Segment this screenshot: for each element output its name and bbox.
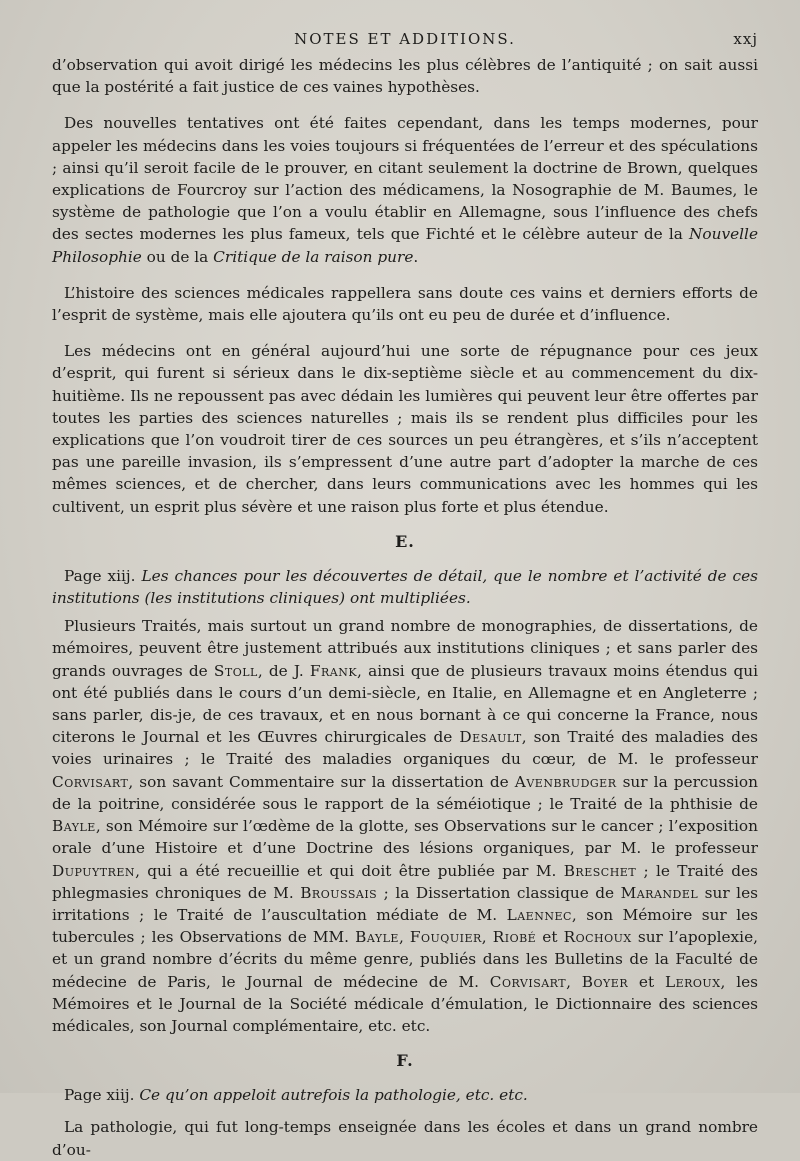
author-name: Dupuytren <box>52 861 136 880</box>
paragraph-modern-attempts: Des nouvelles tentatives ont été faites cependant, dans les temps modernes, pour appeler les médecins dans les voies toujours si fréquentées de l’erreur et des spéculations ; ainsi qu’il seroit facile de le prouver, en citant seulement la doctrine de Brown, quelques explications de Fourcroy sur l’action des médicamens, la Nosographie de M. Baumes, le système de pathologie que l’on a voulu établir en Allemagne, sous l’influence des chefs des sectes modernes les plus fameux, tels que Fichté et le célèbre auteur de la Nouvelle Philosophie ou de la Critique de la raison pure. <box>52 114 758 266</box>
section-e-body <box>52 615 758 1037</box>
text-segment: et <box>628 972 665 991</box>
text-segment: , son Mémoire sur l’œdème de la glotte, ses Observations sur le cancer ; l’exposition orale d’une Histoire et d’une Doctrine des lésions organiques, par M. le professeur <box>52 817 758 858</box>
title-nouvelle-philosophie: Nouvelle Philosophie <box>52 225 758 266</box>
running-head-title: NOTES ET ADDITIONS. <box>294 30 516 48</box>
text-segment: , <box>398 928 410 947</box>
text-segment: , les Mémoires et le Journal de la Société médicale d’émulation, le Dictionnaire des sciences médicales, son Journal complémentaire, etc. etc. <box>52 972 758 1035</box>
text-segment: , qui a été recueillie et qui doit être publiée par M. <box>135 861 564 880</box>
section-f-ref-title: Ce qu’on appeloit autrefois la pathologie, etc. etc. <box>139 1086 528 1105</box>
author-name: Breschet <box>563 861 637 880</box>
author-name: Corvisart <box>489 972 567 991</box>
author-name: Riobé <box>492 928 537 947</box>
text-segment: , son savant Commentaire sur la dissertation de <box>128 772 515 791</box>
section-e-ref-page: Page xiij. <box>64 566 136 585</box>
section-heading-e: E. <box>395 531 415 551</box>
text-segment: , son Traité des maladies des voies urinaires ; le Traité des maladies organiques du cœur, de M. le professeur <box>52 728 758 769</box>
section-f-reference <box>52 1084 758 1106</box>
author-name: Leroux <box>664 972 721 991</box>
text-segment: ; la Dissertation classique de <box>377 883 621 902</box>
author-name: Bayle <box>355 928 399 947</box>
text-segment: , ainsi que de plusieurs travaux moins étendus qui ont été publiés dans le cours d’un demi-siècle, en Italie, en Allemagne et en Angleterre ; sans parler, dis-je, de ces travaux, et en nous bornant à ce qui concerne la France, nous citerons le Journal et les Œuvres chirurgicales de <box>52 661 758 747</box>
text-segment: ; le Traité des phlegmasies chroniques de M. <box>52 861 758 902</box>
author-name: Frank <box>309 661 358 680</box>
author-name: Stoll <box>213 661 258 680</box>
running-head <box>52 30 758 52</box>
paragraph-history: L’histoire des sciences médicales rappellera sans doute ces vains et derniers efforts de l’esprit de système, mais elle ajoutera qu’ils ont eu peu de durée et d’influence. <box>52 283 758 325</box>
section-heading-f: F. <box>396 1051 414 1071</box>
paragraph-continuation: d’observation qui avoit dirigé les médecins les plus célèbres de l’antiquité ; on sait aussi que la postérité a fait justice de ces vaines hypothèses. <box>52 56 758 97</box>
text-segment: sur les irritations ; le Traité de l’auscultation médiate de M. <box>52 883 758 924</box>
text-segment: , <box>566 972 582 991</box>
author-name: Bayle <box>52 817 96 836</box>
section-f-ref-page: Page xiij. <box>64 1086 135 1105</box>
section-e-reference <box>52 565 758 609</box>
text-segment: , <box>481 928 493 947</box>
author-name: Corvisart <box>52 772 129 791</box>
text-segment: , son Mémoire sur les tubercules ; les Observations de MM. <box>52 905 758 947</box>
author-name: Fouquier <box>409 928 482 947</box>
author-name: Marandel <box>620 883 699 902</box>
author-name: Rochoux <box>563 928 632 947</box>
section-e-ref-title: Les chances pour les découvertes de détail, que le nombre et l’activité de ces institutions (les institutions cliniques) ont multipliées. <box>52 566 758 608</box>
text-segment: sur l’apoplexie, et un grand nombre d’écrits du même genre, publiés dans les Bulletins de la Faculté de médecine de Paris, le Journal de médecine de M. <box>52 928 758 991</box>
author-name: Avenbrudger <box>514 772 617 791</box>
author-name: Broussais <box>300 883 378 902</box>
section-f-body: La pathologie, qui fut long-temps enseignée dans les écoles et dans un grand nombre d’ou- <box>52 1118 758 1159</box>
author-name: Boyer <box>581 972 629 991</box>
text-segment: Plusieurs Traités, mais surtout un grand nombre de monographies, de dissertations, de mémoires, peuvent être justement attribués aux institutions cliniques ; et sans parler des grands ouvrages de <box>52 617 758 680</box>
author-name: Laennec <box>506 905 572 924</box>
title-critique-raison-pure: Critique de la raison pure <box>213 247 414 266</box>
page-number: xxj <box>733 30 758 48</box>
text-segment: sur la percussion de la poitrine, considérée sous le rapport de la séméiotique ; le Traité de la phthisie de <box>52 772 758 813</box>
paragraph-physicians: Les médecins ont en général aujourd’hui une sorte de répugnance pour ces jeux d’esprit, qui furent si sérieux dans le dix-septième siècle et au commencement du dix-huitième. Ils ne repoussent pas avec dédain les lumières qui peuvent leur être offertes par toutes les parties des sciences naturelles ; mais ils se rendent plus difficiles pour les explications que l’on voudroit tirer de ces sources un peu étrangères, et s’ils n’acceptent pas une pareille invasion, ils s’empressent d’une autre part d’adopter la marche de ces mêmes sciences, et de chercher, dans leurs communications avec les hommes qui les cultivent, un esprit plus sévère et une raison plus forte et plus étendue. <box>52 342 758 516</box>
text-segment: , de J. <box>257 661 310 680</box>
text-segment: et <box>536 928 564 947</box>
author-name: Desault <box>459 728 522 747</box>
